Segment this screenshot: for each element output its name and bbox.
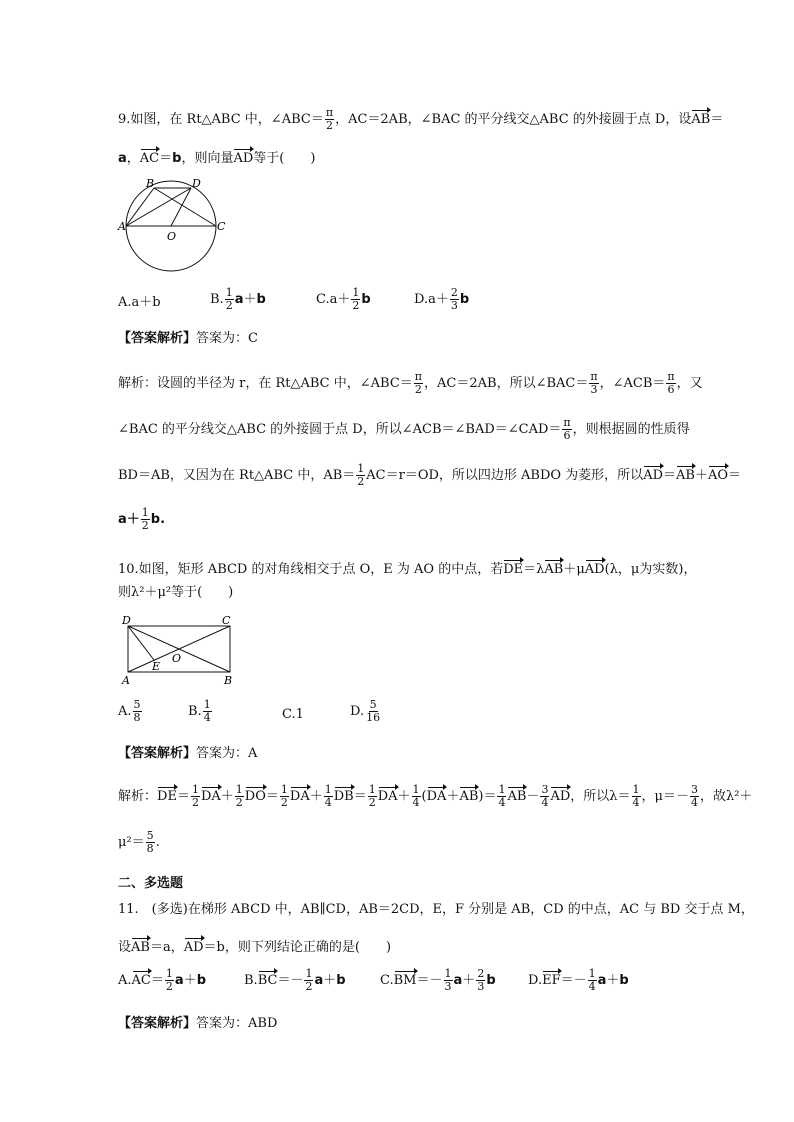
label-O: O [167,230,177,243]
q9-explanation-3: BD＝AB，又因为在 Rt△ABC 中，AB＝ $\frac{1}{2}$ AC＝r＝OD，所以四边形 ABDO 为菱形，所以AD＝AB＋AO＝ [118,462,742,488]
frac-pi-6: $\frac{\pi}{6}$ [563,416,571,442]
q10-explanation-2: μ²＝ $\frac{5}{8}$ . [118,829,160,855]
fraction-pi-over-2: $\frac{\pi}{2}$ [325,106,334,132]
q10-explanation-1: 解析：DE＝ $\frac{1}{2}$ DA＋ $\frac{1}{2}$ DO＝ $\frac{1}{2}$ DA＋ $\frac{1}{4}$ DB＝ $\frac{1}{2}$ DA＋ $\frac{1}{4}$ (DA＋AB)＝ $\frac{1}{4}$ AB－ $\frac{3}{4}$ AD，所以λ＝ $\frac{1}{4}$ ，μ＝－ $\frac{3}{4}$ ，故λ²＋ [118,783,753,809]
frac-pi-6: $\frac{\pi}{6}$ [667,370,675,396]
q9-option-b: B. $\frac{1}{2}$ a＋b [210,286,266,312]
q9-option-d: D.a＋ $\frac{2}{3}$ b [414,286,470,312]
frac-half: $\frac{1}{2}$ [225,286,233,312]
q9-explanation-4: a＋ $\frac{1}{2}$ b. [118,506,166,532]
frac-5-8: $\frac{5}{8}$ [146,829,154,855]
frac-half: $\frac{1}{2}$ [141,506,149,532]
q10-line1: 10.如图，矩形 ABCD 的对角线相交于点 O，E 为 AO 的中点，若DE＝λAB＋μAD(λ，μ为实数)， [118,562,697,577]
q10-option-c: C.1 [282,707,304,722]
label-A: A [118,220,126,233]
q10-line2: 则λ²＋μ²等于( ) [118,585,234,600]
q9-line2: a，AC＝b，则向量AD等于( ) [118,151,316,166]
q11-line2: 设AB＝a，AD＝b，则下列结论正确的是( ) [118,940,392,955]
label-D: D [122,614,131,627]
frac-5-16: $\frac{5}{16}$ [366,698,381,724]
frac-1-4: $\frac{1}{4}$ [203,698,211,724]
q10-rectangle-figure [118,612,242,688]
q11-option-a: A.AC＝ $\frac{1}{2}$ a＋b [118,967,206,993]
q11-option-c: C.BM＝－ $\frac{1}{3}$ a＋ $\frac{2}{3}$ b [380,967,496,993]
frac-pi-3: $\frac{\pi}{3}$ [590,370,598,396]
frac-half: $\frac{1}{2}$ [357,462,365,488]
q11-option-d: D.EF＝－ $\frac{1}{4}$ a＋b [528,967,629,993]
q11-option-b: B.BC＝－ $\frac{1}{2}$ a＋b [244,967,346,993]
q9-answer: 【答案解析】答案为：C [118,331,258,346]
q10-option-d: D. $\frac{5}{16}$ [350,698,381,724]
frac-5-8: $\frac{5}{8}$ [133,698,141,724]
q10-answer: 【答案解析】答案为：A [118,746,258,761]
label-D: D [192,178,201,190]
label-C: C [217,220,226,233]
q9-option-a: A.a＋b [118,295,161,310]
q11-line1: 11. (多选)在梯形 ABCD 中，AB∥CD，AB＝2CD，E，F 分别是 AB，CD 的中点，AC 与 BD 交于点 M， [118,902,754,917]
label-B: B [224,674,233,687]
frac-two-thirds: $\frac{2}{3}$ [450,286,458,312]
frac-half: $\frac{1}{2}$ [352,286,360,312]
q10-option-b: B. $\frac{1}{4}$ [188,698,211,724]
q9-explanation-2: ∠BAC 的平分线交△ABC 的外接圆于点 D，所以∠ACB＝∠BAD＝∠CAD＝ $\frac{\pi}{6}$ ，则根据圆的性质得 [118,416,690,442]
label-O: O [172,652,182,665]
q9-explanation-1: 解析：设圆的半径为 r，在 Rt△ABC 中，∠ABC＝ $\frac{\pi}{2}$ ，AC＝2AB，所以∠BAC＝ $\frac{\pi}{3}$ ，∠ACB＝ $\frac{\pi}{6}$ ，又 [118,370,703,396]
label-B: B [146,178,155,190]
q9-line1: 9.如图，在 Rt△ABC 中，∠ABC＝ $\frac{\pi}{2}$ ，AC＝2AB，∠BAC 的平分线交△ABC 的外接圆于点 D，设AB＝ [118,106,724,132]
q9-option-c: C.a＋ $\frac{1}{2}$ b [316,286,371,312]
label-A: A [122,674,130,687]
q11-answer: 【答案解析】答案为：ABD [118,1016,278,1031]
label-E: E [152,660,161,673]
q9-circle-figure [116,178,236,272]
q10-option-a: A. $\frac{5}{8}$ [118,698,141,724]
section-title: 二、多选题 [118,876,184,891]
frac-pi-2: $\frac{\pi}{2}$ [414,370,423,396]
label-C: C [222,614,231,627]
